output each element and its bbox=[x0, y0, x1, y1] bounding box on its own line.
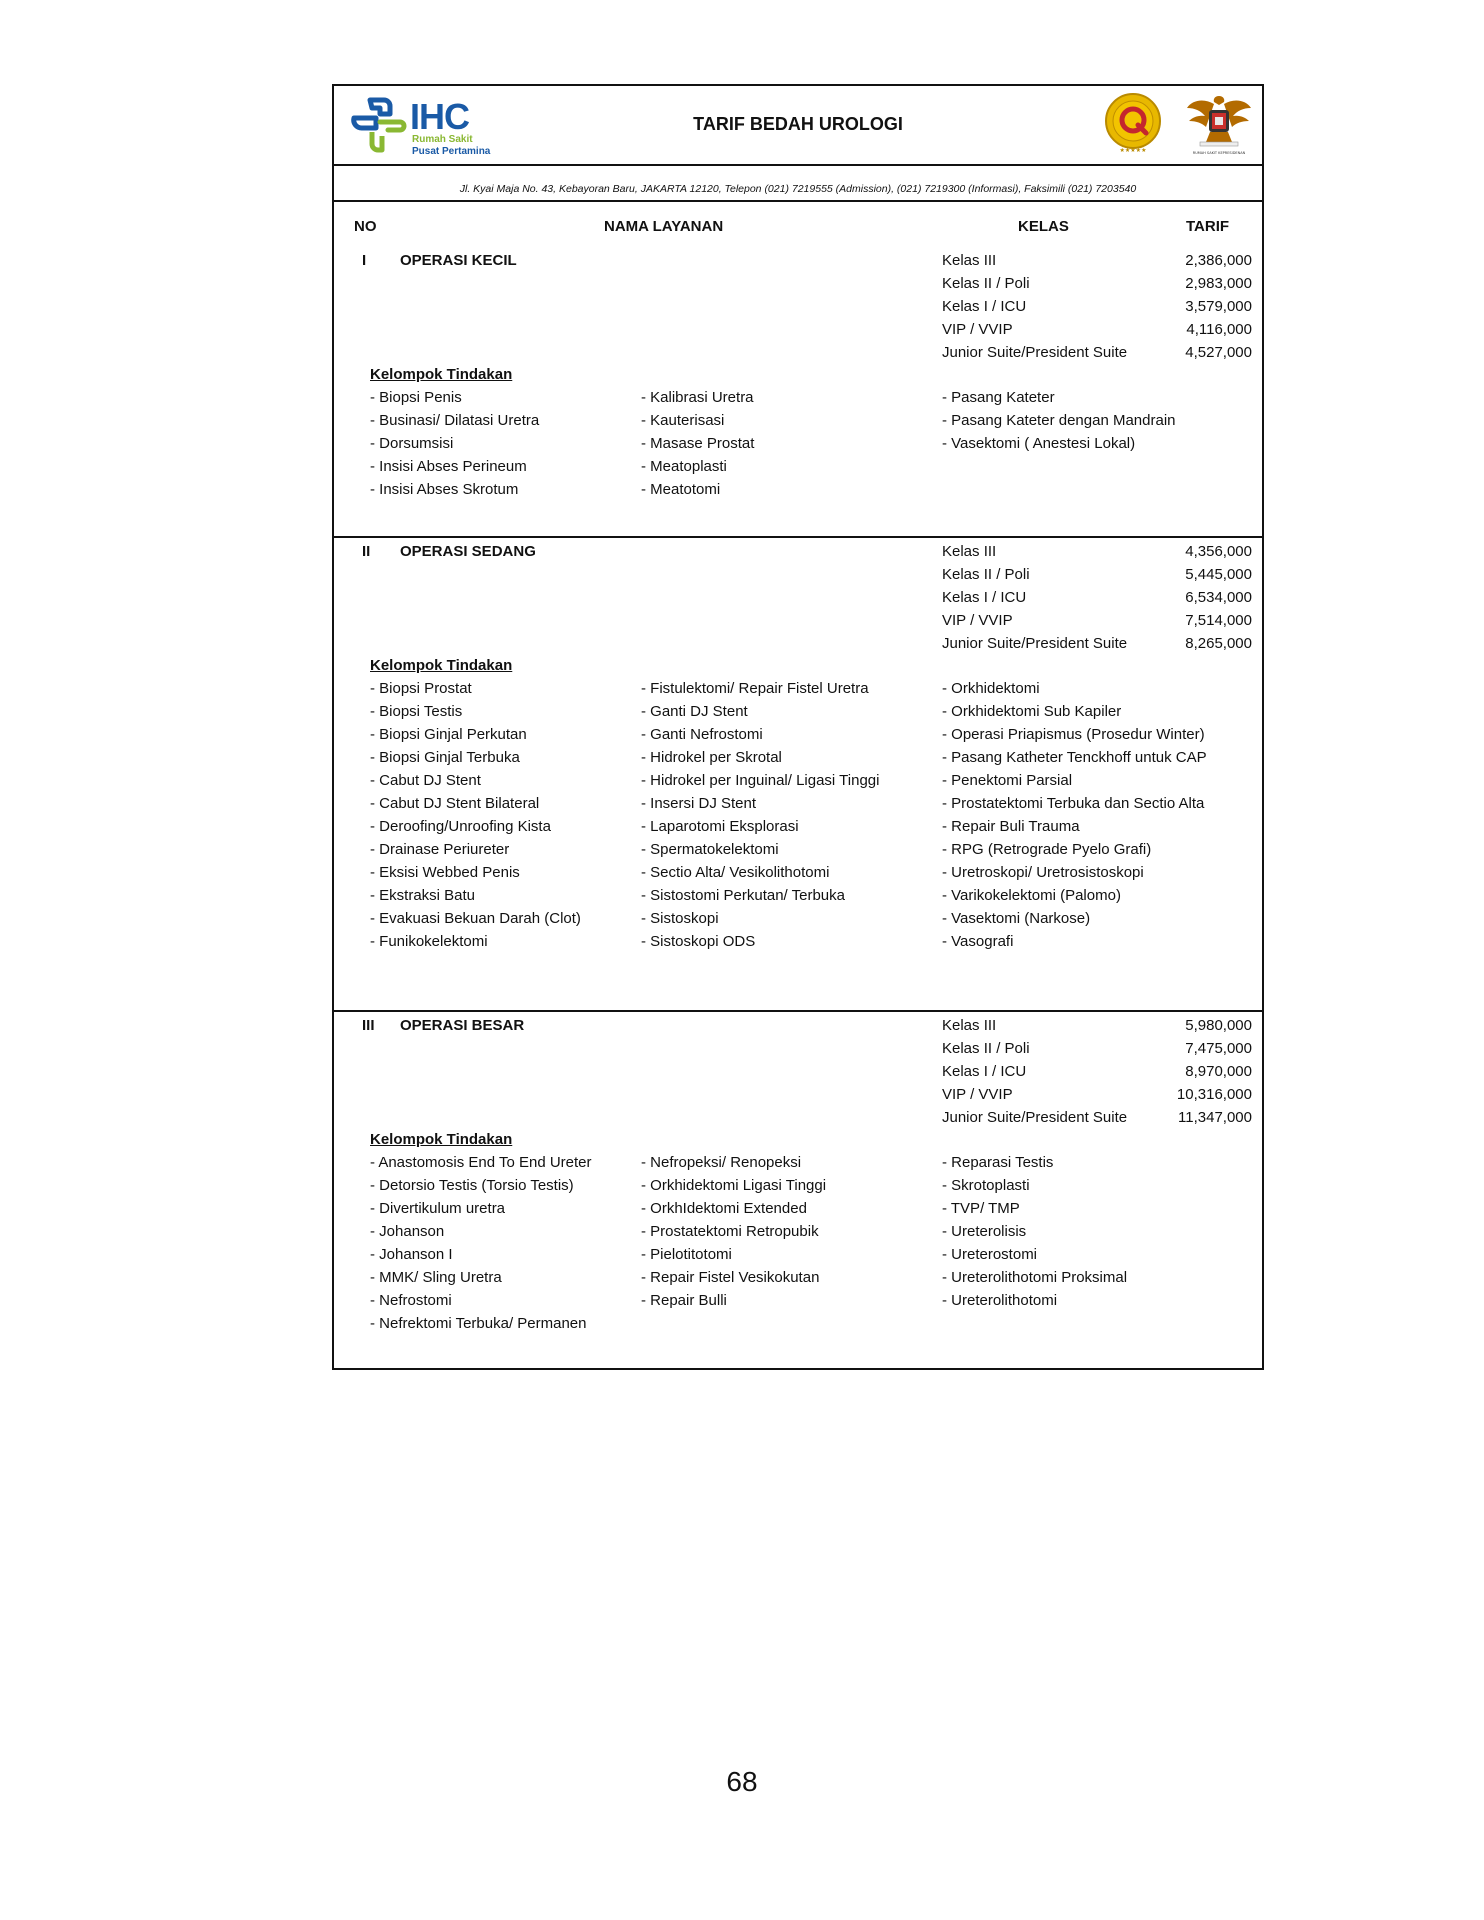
list-item: - Insersi DJ Stent bbox=[641, 795, 757, 812]
rate-row bbox=[942, 252, 1252, 275]
procedure-list-3 bbox=[942, 1154, 1127, 1315]
logo-text: IHC bbox=[410, 96, 469, 137]
quality-seal bbox=[1102, 92, 1164, 154]
rate-kelas: Kelas II / Poli bbox=[942, 1040, 1030, 1057]
rate-tarif: 7,475,000 bbox=[1185, 1040, 1252, 1057]
list-item: - Cabut DJ Stent bbox=[370, 772, 481, 789]
list-item: - Pasang Kateter dengan Mandrain bbox=[942, 412, 1176, 429]
section-title: OPERASI KECIL bbox=[400, 252, 517, 269]
garuda-icon bbox=[1184, 90, 1254, 160]
list-item: - Businasi/ Dilatasi Uretra bbox=[370, 412, 540, 429]
list-item: - Repair Fistel Vesikokutan bbox=[641, 1269, 820, 1286]
list-item: - Johanson bbox=[370, 1223, 445, 1240]
list-item: - Sistoskopi ODS bbox=[641, 933, 756, 950]
rate-kelas: Junior Suite/President Suite bbox=[942, 344, 1128, 361]
logo-subtitle-1: Rumah Sakit bbox=[412, 134, 473, 145]
list-item: - Vasektomi ( Anestesi Lokal) bbox=[942, 435, 1136, 452]
list-item: - Pasang Katheter Tenckhoff untuk CAP bbox=[942, 749, 1207, 766]
column-no: NO bbox=[354, 218, 377, 235]
procedure-list-2 bbox=[641, 680, 879, 956]
list-item: - Ureterolisis bbox=[942, 1223, 1027, 1240]
rate-row bbox=[942, 612, 1252, 635]
list-item: - Nefrektomi Terbuka/ Permanen bbox=[370, 1315, 587, 1332]
list-item: - Orkhidektomi Ligasi Tinggi bbox=[641, 1177, 827, 1194]
list-item: - Skrotoplasti bbox=[942, 1177, 1030, 1194]
rate-tarif: 5,980,000 bbox=[1185, 1017, 1252, 1034]
rate-tarif: 4,116,000 bbox=[1186, 321, 1252, 338]
list-item: - TVP/ TMP bbox=[942, 1200, 1020, 1217]
list-item: - Fistulektomi/ Repair Fistel Uretra bbox=[641, 680, 869, 697]
list-item: - Ureterostomi bbox=[942, 1246, 1038, 1263]
rate-kelas: Kelas III bbox=[942, 252, 997, 269]
list-item: - Meatotomi bbox=[641, 481, 721, 498]
list-item: - Funikokelektomi bbox=[370, 933, 488, 950]
rate-kelas: VIP / VVIP bbox=[942, 321, 1013, 338]
list-item: - Ureterolithotomi bbox=[942, 1292, 1058, 1309]
list-item: - Nefrostomi bbox=[370, 1292, 452, 1309]
column-kelas: KELAS bbox=[1018, 218, 1069, 235]
rate-row bbox=[942, 275, 1252, 298]
rate-tarif: 11,347,000 bbox=[1178, 1109, 1252, 1126]
rate-tarif: 3,579,000 bbox=[1185, 298, 1252, 315]
rate-tarif: 8,265,000 bbox=[1185, 635, 1252, 652]
rates-table bbox=[942, 1017, 1252, 1132]
emblem-caption: RUMAH SAKIT KEPRESIDENAN bbox=[1192, 151, 1246, 155]
section-operasi-sedang bbox=[334, 543, 1262, 1012]
list-item: - Hidrokel per Skrotal bbox=[641, 749, 782, 766]
procedure-list-3 bbox=[942, 389, 1176, 458]
list-item: - Operasi Priapismus (Prosedur Winter) bbox=[942, 726, 1205, 743]
rate-kelas: Kelas III bbox=[942, 543, 997, 560]
list-item: - Biopsi Ginjal Perkutan bbox=[370, 726, 527, 743]
list-item: - Kalibrasi Uretra bbox=[641, 389, 754, 406]
list-item: - Evakuasi Bekuan Darah (Clot) bbox=[370, 910, 581, 927]
list-item: - Vasografi bbox=[942, 933, 1014, 950]
list-item: - OrkhIdektomi Extended bbox=[641, 1200, 807, 1217]
rate-tarif: 4,527,000 bbox=[1185, 344, 1252, 361]
list-item: - Ureterolithotomi Proksimal bbox=[942, 1269, 1128, 1286]
list-item: - Ganti Nefrostomi bbox=[641, 726, 763, 743]
list-item: - Prostatektomi Terbuka dan Sectio Alta bbox=[942, 795, 1205, 812]
rate-tarif: 5,445,000 bbox=[1185, 566, 1252, 583]
rate-tarif: 7,514,000 bbox=[1185, 612, 1252, 629]
list-item: - Reparasi Testis bbox=[942, 1154, 1054, 1171]
rate-tarif: 4,356,000 bbox=[1185, 543, 1252, 560]
list-item: - Uretroskopi/ Uretrosistoskopi bbox=[942, 864, 1144, 881]
list-item: - Anastomosis End To End Ureter bbox=[370, 1154, 592, 1171]
list-item: - Cabut DJ Stent Bilateral bbox=[370, 795, 540, 812]
list-item: - Spermatokelektomi bbox=[641, 841, 779, 858]
list-item: - Insisi Abses Perineum bbox=[370, 458, 527, 475]
rate-row bbox=[942, 298, 1252, 321]
list-item: - Ganti DJ Stent bbox=[641, 703, 748, 720]
rate-kelas: Kelas II / Poli bbox=[942, 275, 1030, 292]
list-item: - Laparotomi Eksplorasi bbox=[641, 818, 799, 835]
list-item: - Pielotitotomi bbox=[641, 1246, 732, 1263]
rate-kelas: Kelas I / ICU bbox=[942, 1063, 1027, 1080]
rates-table bbox=[942, 252, 1252, 367]
list-item: - Sectio Alta/ Vesikolithotomi bbox=[641, 864, 830, 881]
procedure-list-2 bbox=[641, 389, 754, 504]
rate-row bbox=[942, 543, 1252, 566]
rate-kelas: Junior Suite/President Suite bbox=[942, 1109, 1128, 1126]
rate-kelas: Junior Suite/President Suite bbox=[942, 635, 1128, 652]
group-title: Kelompok Tindakan bbox=[370, 1131, 513, 1148]
logo-subtitle-2: Pusat Pertamina bbox=[412, 146, 491, 157]
list-item: - Meatoplasti bbox=[641, 458, 727, 475]
rate-tarif: 8,970,000 bbox=[1185, 1063, 1252, 1080]
column-nama-layanan: NAMA LAYANAN bbox=[604, 218, 724, 235]
list-item: - Divertikulum uretra bbox=[370, 1200, 506, 1217]
seal-stars: ★★★★★ bbox=[1119, 147, 1147, 154]
list-item: - Varikokelektomi (Palomo) bbox=[942, 887, 1121, 904]
section-number: II bbox=[362, 543, 371, 560]
rate-row bbox=[942, 566, 1252, 589]
tariff-sheet bbox=[332, 84, 1264, 1370]
list-item: - Pasang Kateter bbox=[942, 389, 1055, 406]
list-item: - Prostatektomi Retropubik bbox=[641, 1223, 819, 1240]
rate-kelas: Kelas I / ICU bbox=[942, 589, 1027, 606]
list-item: - Hidrokel per Inguinal/ Ligasi Tinggi bbox=[641, 772, 880, 789]
rate-kelas: Kelas I / ICU bbox=[942, 298, 1027, 315]
rate-row bbox=[942, 321, 1252, 344]
page-title: TARIF BEDAH UROLOGI bbox=[693, 114, 903, 134]
rate-tarif: 6,534,000 bbox=[1185, 589, 1252, 606]
rate-row bbox=[942, 635, 1252, 658]
section-number: I bbox=[362, 252, 367, 269]
rate-tarif: 2,386,000 bbox=[1185, 252, 1252, 269]
list-item: - Biopsi Penis bbox=[370, 389, 462, 406]
list-item: - Penektomi Parsial bbox=[942, 772, 1073, 789]
rate-tarif: 2,983,000 bbox=[1185, 275, 1252, 292]
list-item: - Orkhidektomi bbox=[942, 680, 1040, 697]
rate-tarif: 10,316,000 bbox=[1176, 1086, 1252, 1103]
rate-kelas: Kelas II / Poli bbox=[942, 566, 1030, 583]
list-item: - RPG (Retrograde Pyelo Grafi) bbox=[942, 841, 1152, 858]
rate-kelas: Kelas III bbox=[942, 1017, 997, 1034]
rate-kelas: VIP / VVIP bbox=[942, 612, 1013, 629]
column-tarif: TARIF bbox=[1186, 218, 1230, 235]
list-item: - MMK/ Sling Uretra bbox=[370, 1269, 502, 1286]
list-item: - Biopsi Prostat bbox=[370, 680, 472, 697]
procedure-list-1 bbox=[370, 1154, 592, 1338]
rate-row bbox=[942, 1017, 1252, 1040]
procedure-list-3 bbox=[942, 680, 1207, 956]
procedure-list-1 bbox=[370, 680, 581, 956]
list-item: - Dorsumsisi bbox=[370, 435, 454, 452]
list-item: - Sistostomi Perkutan/ Terbuka bbox=[641, 887, 845, 904]
list-item: - Eksisi Webbed Penis bbox=[370, 864, 520, 881]
group-title: Kelompok Tindakan bbox=[370, 366, 513, 383]
list-item: - Nefropeksi/ Renopeksi bbox=[641, 1154, 802, 1171]
list-item: - Ekstraksi Batu bbox=[370, 887, 476, 904]
list-item: - Detorsio Testis (Torsio Testis) bbox=[370, 1177, 574, 1194]
section-number: III bbox=[362, 1017, 375, 1034]
list-item: - Kauterisasi bbox=[641, 412, 725, 429]
list-item: - Repair Buli Trauma bbox=[942, 818, 1080, 835]
list-item: - Insisi Abses Skrotum bbox=[370, 481, 519, 498]
section-operasi-besar bbox=[334, 1017, 1262, 1367]
list-item: - Biopsi Ginjal Terbuka bbox=[370, 749, 520, 766]
list-item: - Orkhidektomi Sub Kapiler bbox=[942, 703, 1122, 720]
rates-table bbox=[942, 543, 1252, 658]
procedure-list-1 bbox=[370, 389, 539, 504]
list-item: - Vasektomi (Narkose) bbox=[942, 910, 1091, 927]
list-item: - Sistoskopi bbox=[641, 910, 719, 927]
page-number: 68 bbox=[726, 1766, 758, 1797]
rate-row bbox=[942, 1086, 1252, 1109]
rate-row bbox=[942, 1040, 1252, 1063]
group-title: Kelompok Tindakan bbox=[370, 657, 513, 674]
rate-kelas: VIP / VVIP bbox=[942, 1086, 1013, 1103]
list-item: - Deroofing/Unroofing Kista bbox=[370, 818, 551, 835]
rate-row bbox=[942, 1109, 1252, 1132]
quality-seal-icon bbox=[1102, 92, 1164, 154]
list-item: - Repair Bulli bbox=[641, 1292, 727, 1309]
address-line: Jl. Kyai Maja No. 43, Kebayoran Baru, JAKARTA 12120, Telepon (021) 7219555 (Admission), (021) 7219300 (Informasi), Faksimili (021) 7203540 bbox=[334, 164, 1262, 202]
list-item: - Johanson I bbox=[370, 1246, 453, 1263]
garuda-emblem bbox=[1184, 90, 1254, 160]
procedure-list-2 bbox=[641, 1154, 826, 1315]
section-title: OPERASI BESAR bbox=[400, 1017, 525, 1034]
section-title: OPERASI SEDANG bbox=[400, 543, 536, 560]
header bbox=[334, 86, 1262, 166]
rate-row bbox=[942, 344, 1252, 367]
list-item: - Masase Prostat bbox=[641, 435, 755, 452]
rate-row bbox=[942, 1063, 1252, 1086]
section-operasi-kecil bbox=[334, 252, 1262, 538]
list-item: - Drainase Periureter bbox=[370, 841, 510, 858]
list-item: - Biopsi Testis bbox=[370, 703, 463, 720]
rate-row bbox=[942, 589, 1252, 612]
